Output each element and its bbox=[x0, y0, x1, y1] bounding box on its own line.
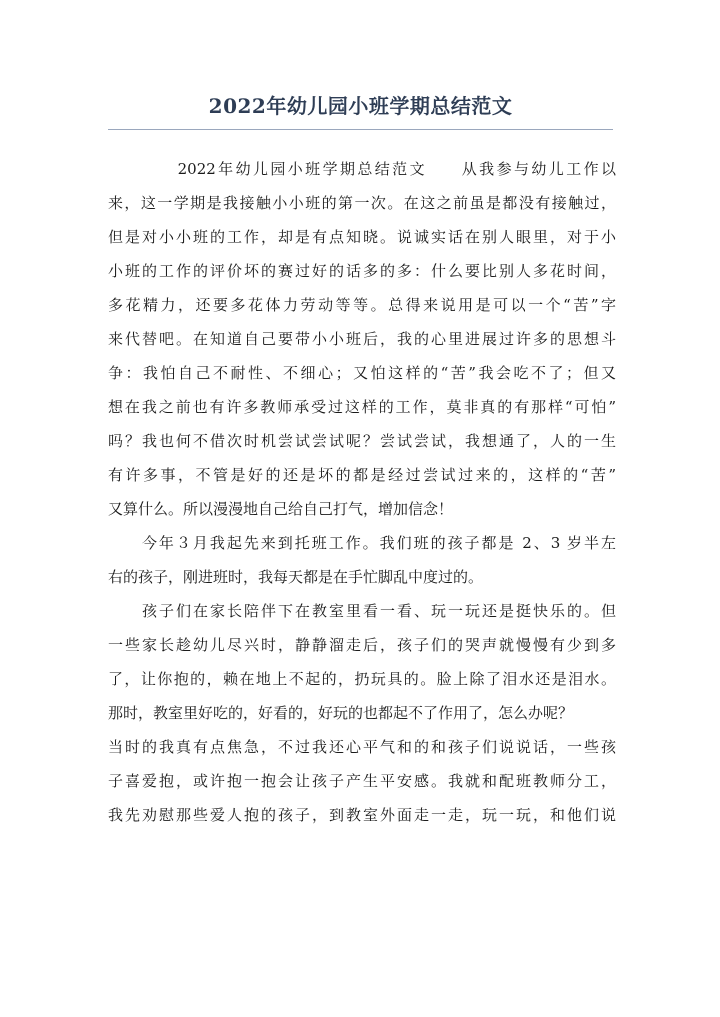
text-line: 有许多事，不管是好的还是坏的都是经过尝试过来的，这样的“苦” bbox=[108, 466, 616, 484]
paragraph-2 bbox=[108, 526, 616, 594]
text-line: 又算什么。所以漫漫地自己给自己打气，增加信念！ bbox=[108, 500, 454, 518]
text-line: 今年３月我起先来到托班工作。我们班的孩子都是 2、3 岁半左 bbox=[108, 534, 616, 552]
text-line: 小班的工作的评价坏的赛过好的话多的多：什么要比别人多花时间， bbox=[108, 262, 616, 280]
text-line: 争：我怕自己不耐性、不细心；又怕这样的“苦”我会吃不了；但又 bbox=[108, 364, 616, 382]
text-line: 多花精力，还要多花体力劳动等等。总得来说用是可以一个“苦”字 bbox=[108, 296, 616, 314]
text-line: 子喜爱抱，或许抱一抱会让孩子产生平安感。我就和配班教师分工， bbox=[108, 772, 616, 790]
text-line: 了，让你抱的，赖在地上不起的，扔玩具的。脸上除了泪水还是泪水。 bbox=[108, 670, 616, 688]
text-line: 来代替吧。在知道自己要带小小班后，我的心里进展过许多的思想斗 bbox=[108, 330, 616, 348]
text-line: 2022年幼儿园小班学期总结范文 从我参与幼儿工作以 bbox=[108, 160, 616, 178]
title-divider bbox=[108, 129, 613, 130]
paragraph-1 bbox=[108, 152, 616, 526]
text-line: 当时的我真有点焦急，不过我还心平气和的和孩子们说说话，一些孩 bbox=[108, 738, 616, 756]
text-line: 但是对小小班的工作，却是有点知晓。说诚实话在别人眼里，对于小 bbox=[108, 228, 616, 246]
text-line: 孩子们在家长陪伴下在教室里看一看、玩一玩还是挺快乐的。但 bbox=[108, 602, 616, 620]
document-title: 2022年幼儿园小班学期总结范文 bbox=[208, 94, 513, 118]
text-line: 来，这一学期是我接触小小班的第一次。在这之前虽是都没有接触过， bbox=[108, 194, 616, 212]
document-body bbox=[108, 152, 616, 832]
paragraph-3 bbox=[108, 594, 616, 832]
text-line: 右的孩子，刚进班时，我每天都是在手忙脚乱中度过的。 bbox=[108, 568, 484, 586]
text-line: 吗？我也何不借次时机尝试尝试呢？尝试尝试，我想通了，人的一生 bbox=[108, 432, 616, 450]
text-line: 我先劝慰那些爱人抱的孩子，到教室外面走一走，玩一玩，和他们说 bbox=[108, 806, 616, 824]
text-line: 一些家长趁幼儿尽兴时，静静溜走后，孩子们的哭声就慢慢有少到多 bbox=[108, 636, 616, 654]
text-line: 那时，教室里好吃的，好看的，好玩的也都起不了作用了，怎么办呢？ bbox=[108, 704, 574, 722]
text-line: 想在我之前也有许多教师承受过这样的工作，莫非真的有那样“可怕” bbox=[108, 398, 616, 416]
